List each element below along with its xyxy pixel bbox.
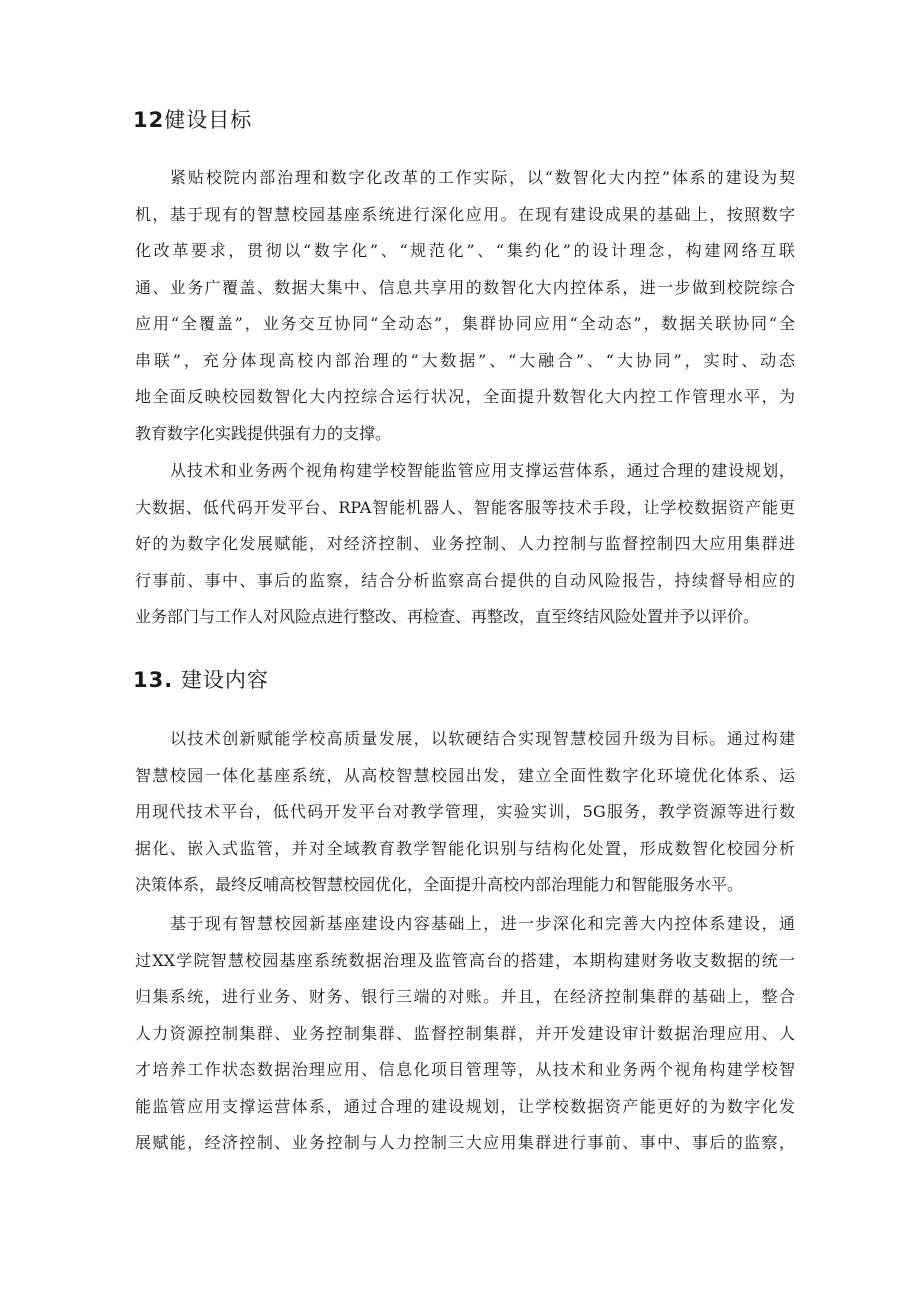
paragraph-line: 串联”，充分体现高校内部治理的“大数据”、“大融合”、“大协同”，实时、动态	[135, 350, 795, 370]
paragraph-line: 从技术和业务两个视角构建学校智能监管应用支撑运营体系，通过合理的建设规划，	[170, 461, 795, 480]
paragraph-content-2	[135, 906, 795, 1162]
section-number: 13.	[133, 668, 174, 692]
paragraph-line: 据化、嵌入式监管，并对全域教育教学智能化识别与结构化处置，形成数智化校园分析	[135, 838, 795, 858]
paragraph-line: 机，基于现有的智慧校园基座系统进行深化应用。在现有建设成果的基础上，按照数字	[135, 204, 795, 224]
paragraph-line: 化改革要求，贯彻以“数字化”、“规范化”、“集约化”的设计理念，构建网络互联	[135, 241, 795, 260]
paragraph-line: 行事前、事中、事后的监察，结合分析监察高台提供的自动风险报告，持续督导相应的	[135, 570, 795, 590]
paragraph-line: 教育数字化实践提供强有力的支撑。	[135, 423, 392, 443]
paragraph-line: 能监管应用支撑运营体系，通过合理的建设规划，让学校数据资产能更好的为数字化发	[135, 1096, 795, 1116]
paragraph-line: 才培养工作状态数据治理应用、信息化项目管理等，从技术和业务两个视角构建学校智	[135, 1060, 795, 1079]
section-heading-construction-content	[133, 664, 269, 694]
paragraph-goals-1	[135, 160, 795, 452]
paragraph-line: 用现代技术平台，低代码开发平台对教学管理，实验实训，5G服务，教学资源等进行数	[135, 802, 795, 821]
paragraph-line: 大数据、低代码开发平台、RPA智能机器人、智能客服等技术手段，让学校数据资产能更	[135, 497, 795, 517]
paragraph-line: 人力资源控制集群、业务控制集群、监督控制集群，并开发建设审计数据治理应用、人	[135, 1023, 795, 1043]
paragraph-line: 业务部门与工作人对风险点进行整改、再检查、再整改，直至终结风险处置并予以评价。	[135, 607, 760, 626]
paragraph-line: 归集系统，进行业务、财务、银行三端的对账。并且，在经济控制集群的基础上，整合	[135, 987, 795, 1006]
paragraph-line: 紧贴校院内部治理和数字化改革的工作实际，以“数智化大内控”体系的建设为契	[170, 168, 795, 187]
paragraph-line: 基于现有智慧校园新基座建设内容基础上，进一步深化和完善大内控体系建设，通	[170, 914, 795, 933]
paragraph-line: 以技术创新赋能学校高质量发展，以软硬结合实现智慧校园升级为目标。通过构建	[170, 729, 795, 748]
paragraph-line: 应用“全覆盖”，业务交互协同“全动态”，集群协同应用“全动态”，数据关联协同“全	[135, 314, 795, 333]
paragraph-line: 智慧校园一体化基座系统，从高校智慧校园出发，建立全面性数字化环境优化体系、运	[135, 765, 795, 785]
paragraph-line: 决策体系，最终反哺高校智慧校园优化，全面提升高校内部治理能力和智能服务水平。	[135, 875, 744, 894]
section-heading-construction-goals	[133, 104, 252, 134]
section-number: 12	[133, 108, 165, 132]
paragraph-line: 过XX学院智慧校园基座系统数据治理及监管高台的搭建，本期构建财务收支数据的统一	[135, 950, 795, 970]
section-title: 建设内容	[180, 668, 269, 692]
paragraph-line: 好的为数字化发展赋能，对经济控制、业务控制、人力控制与监督控制四大应用集群进	[135, 534, 795, 553]
paragraph-content-1	[135, 721, 795, 904]
paragraph-line: 展赋能，经济控制、业务控制与人力控制三大应用集群进行事前、事中、事后的监察，	[135, 1133, 795, 1152]
section-title: 健设目标	[164, 108, 253, 132]
paragraph-line: 地全面反映校园数智化大内控综合运行状况，全面提升数智化大内控工作管理水平，为	[135, 387, 795, 406]
paragraph-goals-2	[135, 453, 795, 636]
paragraph-line: 通、业务广覆盖、数据大集中、信息共享用的数智化大内控体系，进一步做到校院综合	[135, 277, 795, 297]
